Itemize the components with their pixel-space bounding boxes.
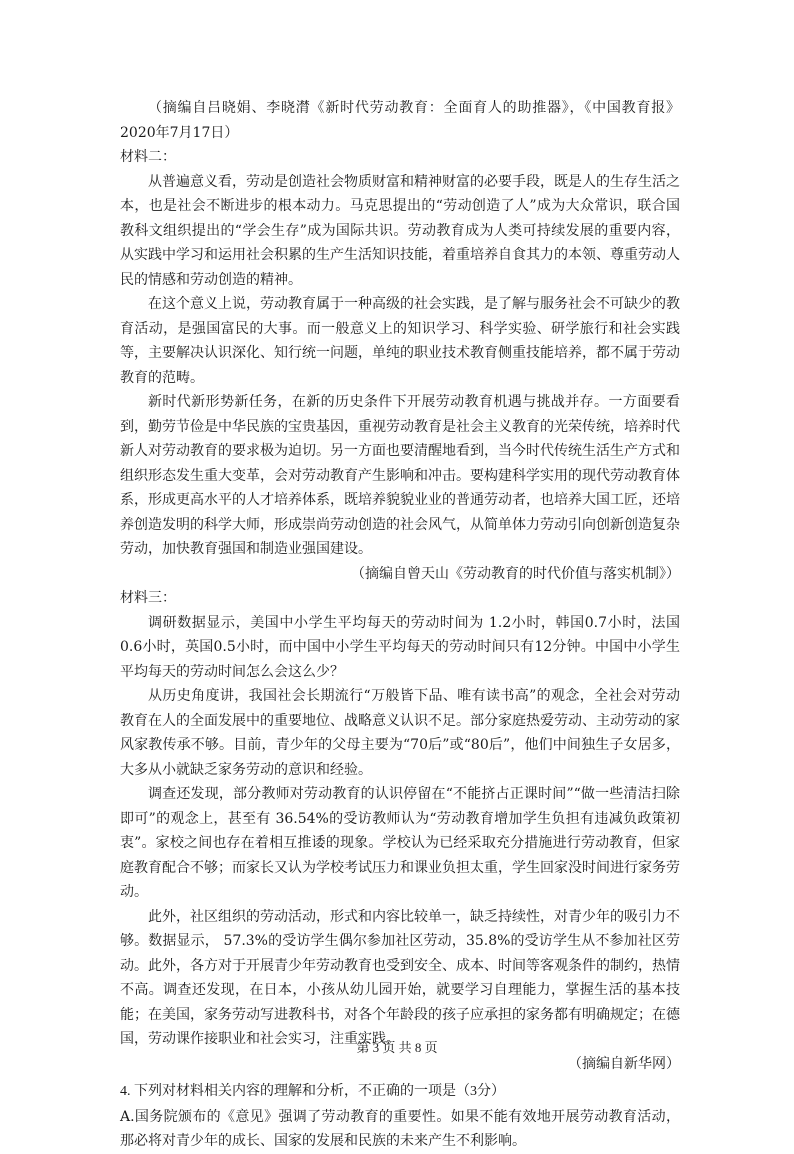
material-2-paragraph: 在这个意义上说，劳动教育属于一种高级的社会实践，是了解与服务社会不可缺少的教育活动，是强国富民的大事。而一般意义上的知识学习、科学实验、研学旅行和社会实践等，主要解决认识深化、知行统一问题，单纯的职业技术教育侧重技能培养，都不属于劳动教育的范畴。 — [120, 296, 680, 386]
question-4-option-a: A.国务院颁布的《意见》强调了劳动教育的重要性。如果不能有效地开展劳动教育活动，那必将对青少年的成长、国家的发展和民族的未来产生不利影响。 — [120, 1108, 680, 1149]
material-3-paragraph: 调研数据显示，美国中小学生平均每天的劳动时间为 1.2小时，韩国0.7小时，法国0.6小时，英国0.5小时，而中国中小学生平均每天的劳动时间只有12分钟。中国中小学生平均每天的劳动时间怎么会这么少？ — [120, 614, 680, 680]
source-citation-2: （摘编自曾天山《劳动教育的时代价值与落实机制》） — [351, 565, 680, 582]
material-3-paragraph: 调查还发现，部分教师对劳动教育的认识停留在“不能挤占正课时间”“做一些清洁扫除即可”的观念上，甚至有 36.54%的受访教师认为“劳动教育增加学生负担有违减负政策初衷”。家校之间也存在着相互推诿的现象。学校认为已经采取充分措施进行劳动教育，但家庭教育配合不够；而家长又认为学校考试压力和课业负担太重，学生回家没时间进行家务劳动。 — [120, 786, 680, 900]
question-4-stem: 4. 下列对材料相关内容的理解和分析，不正确的一项是（3分） — [120, 1084, 505, 1099]
material-2-paragraph: 从普遍意义看，劳动是创造社会物质财富和精神财富的必要手段，既是人的生存生活之本，也是社会不断进步的根本动力。马克思提出的“劳动创造了人”成为大众常识，联合国教科文组织提出的“学会生存”成为国际共识。劳动教育成为人类可持续发展的重要内容，从实践中学习和运用社会积累的生产生活知识技能，着重培养自食其力的本领、尊重劳动人民的情感和劳动创造的精神。 — [120, 173, 680, 288]
source-citation-1: （摘编自吕晓娟、李晓潸《新时代劳动教育：全面育人的助推器》，《中国教育报》2020年7月17日） — [120, 100, 680, 141]
page-content — [120, 96, 680, 1154]
material-2-paragraph: 新时代新形势新任务，在新的历史条件下开展劳动教育机遇与挑战并存。一方面要看到，勤劳节俭是中华民族的宝贵基因，重视劳动教育是社会主义教育的光荣传统，培养时代新人对劳动教育的要求极为迫切。另一方面也要清醒地看到，当今时代传统生活生产方式和组织形态发生重大变革，会对劳动教育产生影响和冲击。要构建科学实用的现代劳动教育体系，形成更高水平的人才培养体系，既培养貌貌业业的普通劳动者，也培养大国工匠，还培养创造发明的科学大师，形成崇尚劳动创造的社会风气，从简单体力劳动引向创新创造复杂劳动，加快教育强国和制造业强国建设。 — [120, 394, 680, 557]
source-citation-3: （摘编自新华网） — [568, 1055, 680, 1072]
material-3-heading: 材料三： — [120, 590, 176, 606]
material-3-paragraph: 此外，社区组织的劳动活动，形式和内容比较单一，缺乏持续性，对青少年的吸引力不够。数据显示， 57.3%的受访学生偶尔参加社区劳动，35.8%的受访学生从不参加社区劳动。此外，各方对于开展青少年劳动教育也受到安全、成本、时间等客观条件的制约，热情不高。调查还发现，在日本，小孩从幼儿园开始，就要学习自理能力，掌握生活的基本技能；在美国，家务劳动写进教科书，对各个年龄段的孩子应承担的家务都有明确规定；在德国，劳动课作接职业和社会实习，注重实践。 — [120, 908, 680, 1047]
material-3-paragraph: 从历史角度讲，我国社会长期流行“万般皆下品、唯有读书高”的观念，全社会对劳动教育在人的全面发展中的重要地位、战略意义认识不足。部分家庭热爱劳动、主动劳动的家风家教传承不够。目前，青少年的父母主要为“70后”或“80后”，他们中间独生子女居多，大多从小就缺乏家务劳动的意识和经验。 — [120, 688, 680, 778]
material-2-heading: 材料二： — [120, 149, 176, 165]
page-number-footer: 第 3 页 共 8 页 — [356, 1040, 438, 1055]
